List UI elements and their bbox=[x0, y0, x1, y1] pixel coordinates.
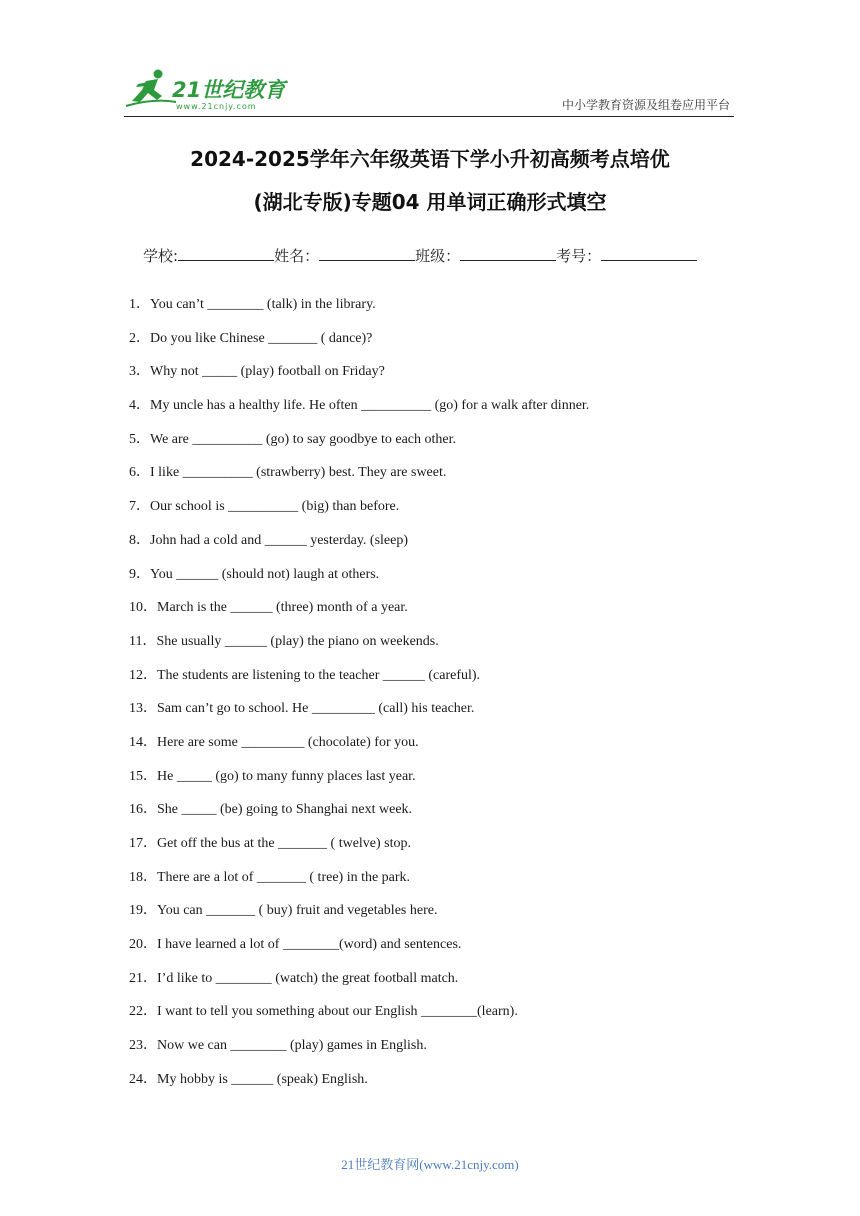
question-item: 7．Our school is __________ (big) than before. bbox=[129, 499, 400, 515]
question-item: 2．Do you like Chinese _______ ( dance)? bbox=[129, 330, 373, 346]
class-label: 班级： bbox=[415, 247, 461, 265]
school-label: 学校: bbox=[143, 247, 179, 265]
page-title-line1: 2024-2025学年六年级英语下学小升初高频考点培优 bbox=[190, 147, 670, 171]
question-item: 3．Why not _____ (play) football on Friday? bbox=[129, 364, 385, 380]
question-item: 9．You ______ (should not) laugh at others. bbox=[129, 566, 380, 582]
question-item: 15．He _____ (go) to many funny places last year. bbox=[129, 768, 416, 784]
question-item: 11．She usually ______ (play) the piano on weekends. bbox=[129, 633, 439, 649]
footer-text[interactable]: 21世纪教育网(www.21cnjy.com) bbox=[341, 1157, 519, 1172]
student-info-row bbox=[143, 244, 743, 266]
logo bbox=[124, 68, 294, 112]
class-blank[interactable] bbox=[460, 244, 556, 261]
number-label: 考号： bbox=[556, 247, 602, 265]
question-item: 10．March is the ______ (three) month of a year. bbox=[129, 600, 408, 616]
question-item: 12．The students are listening to the teacher ______ (careful). bbox=[129, 667, 481, 683]
name-blank[interactable] bbox=[319, 244, 415, 261]
question-item: 24．My hobby is ______ (speak) English. bbox=[129, 1071, 368, 1087]
logo-url: www.21cnjy.com bbox=[176, 102, 257, 111]
question-item: 13．Sam can’t go to school. He _________ (call) his teacher. bbox=[129, 701, 475, 717]
question-item: 17．Get off the bus at the _______ ( twelve) stop. bbox=[129, 836, 412, 851]
page-header bbox=[124, 66, 734, 117]
question-item: 4．My uncle has a healthy life. He often __________ (go) for a walk after dinner. bbox=[129, 398, 590, 414]
number-blank[interactable] bbox=[601, 244, 697, 261]
runner-logo-icon bbox=[124, 68, 294, 112]
question-item: 14．Here are some _________ (chocolate) for you. bbox=[129, 734, 419, 750]
name-label: 姓名： bbox=[274, 247, 320, 265]
question-item: 23．Now we can ________ (play) games in English. bbox=[129, 1038, 427, 1054]
question-item: 6．I like __________ (strawberry) best. They are sweet. bbox=[129, 465, 447, 481]
question-item: 16．She _____ (be) going to Shanghai next week. bbox=[129, 802, 413, 818]
platform-text: 中小学教育资源及组卷应用平台 bbox=[561, 98, 730, 112]
question-item: 8．John had a cold and ______ yesterday. (sleep) bbox=[129, 532, 409, 548]
question-item: 5．We are __________ (go) to say goodbye to each other. bbox=[129, 431, 457, 447]
page-title-line2: (湖北专版)专题04 用单词正确形式填空 bbox=[253, 190, 607, 214]
question-item: 20．I have learned a lot of ________(word) and sentences. bbox=[129, 937, 462, 953]
school-blank[interactable] bbox=[178, 244, 274, 261]
question-list bbox=[129, 296, 769, 1105]
question-item: 18．There are a lot of _______ ( tree) in the park. bbox=[129, 869, 411, 885]
logo-text: 21世纪教育 bbox=[172, 78, 286, 102]
question-item: 19．You can _______ ( buy) fruit and vegetables here. bbox=[129, 903, 438, 919]
question-item: 1．You can’t ________ (talk) in the library. bbox=[129, 297, 376, 312]
question-item: 22．I want to tell you something about our English ________(learn). bbox=[129, 1004, 518, 1020]
question-item: 21．I’d like to ________ (watch) the great football match. bbox=[129, 970, 459, 986]
